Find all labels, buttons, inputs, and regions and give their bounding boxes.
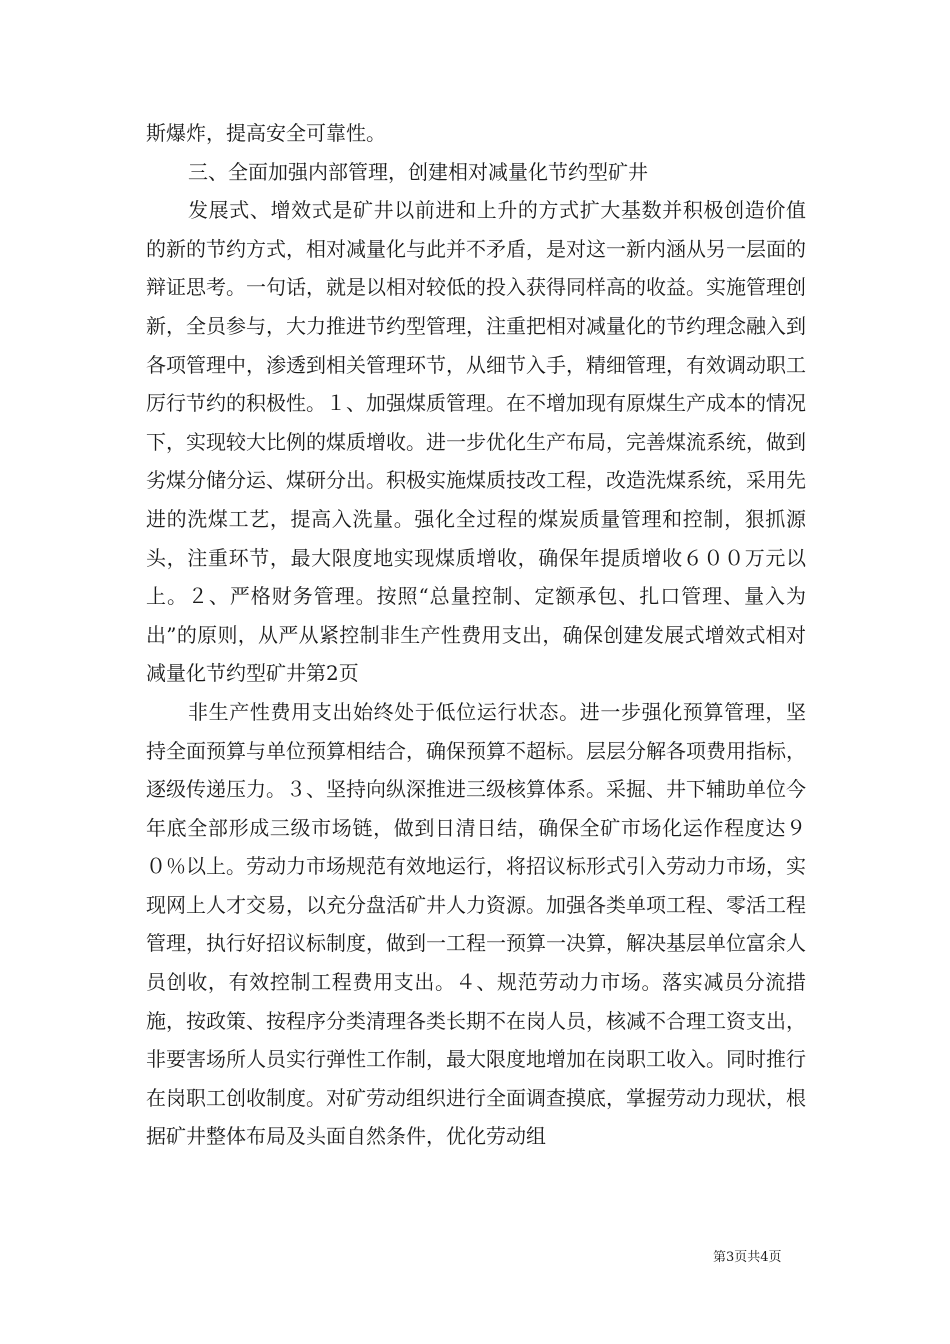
page-number: 第3页共4页 [713,1250,782,1265]
body-text [146,114,806,1156]
paragraph-1: 斯爆炸，提高安全可靠性。 [146,121,386,145]
paragraph-2: 发展式、增效式是矿井以前进和上升的方式扩大基数并积极创造价值的新的节约方式，相对减量化与此并不矛盾，是对这一新内涵从另一层面的辩证思考。一句话，就是以相对较低的投入获得同样高的收益。实施管理创新，全员参与，大力推进节约型管理，注重把相对减量化的节约理念融入到各项管理中，渗透到相关管理环节，从细节入手，精细管理，有效调动职工厉行节约的积极性。１、加强煤质管理。在不增加现有原煤生产成本的情况下，实现较大比例的煤质增收。进一步优化生产布局，完善煤流系统，做到劣煤分储分运、煤研分出。积极实施煤质技改工程，改造洗煤系统，采用先进的洗煤工艺，提高入洗量。强化全过程的煤炭质量管理和控制，狠抓源头，注重环节，最大限度地实现煤质增收，确保年提质增收６００万元以上。２、严格财务管理。按照“总量控制、定额承包、扎口管理、量入为出”的原则，从严从紧控制非生产性费用支出，确保创建发展式增效式相对减量化节约型矿井第2页 [146,198,806,686]
section-heading-3: 三、全面加强内部管理，创建相对减量化节约型矿井 [188,159,648,184]
paragraph-3: 非生产性费用支出始终处于低位运行状态。进一步强化预算管理，坚持全面预算与单位预算相结合，确保预算不超标。层层分解各项费用指标，逐级传递压力。３、坚持向纵深推进三级核算体系。采掘、井下辅助单位今年底全部形成三级市场链，做到日清日结，确保全矿市场化运作程度达９０％以上。劳动力市场规范有效地运行，将招议标形式引入劳动力市场，实现网上人才交易，以充分盘活矿井人力资源。加强各类单项工程、零活工程管理，执行好招议标制度，做到一工程一预算一决算，解决基层单位富余人员创收，有效控制工程费用支出。４、规范劳动力市场。落实减员分流措施，按政策、按程序分类清理各类长期不在岗人员，核减不合理工资支出，非要害场所人员实行弹性工作制，最大限度地增加在岗职工收入。同时推行在岗职工创收制度。对矿劳动组织进行全面调查摸底，掌握劳动力现状，根据矿井整体布局及头面自然条件，优化劳动组 [146,699,806,1149]
